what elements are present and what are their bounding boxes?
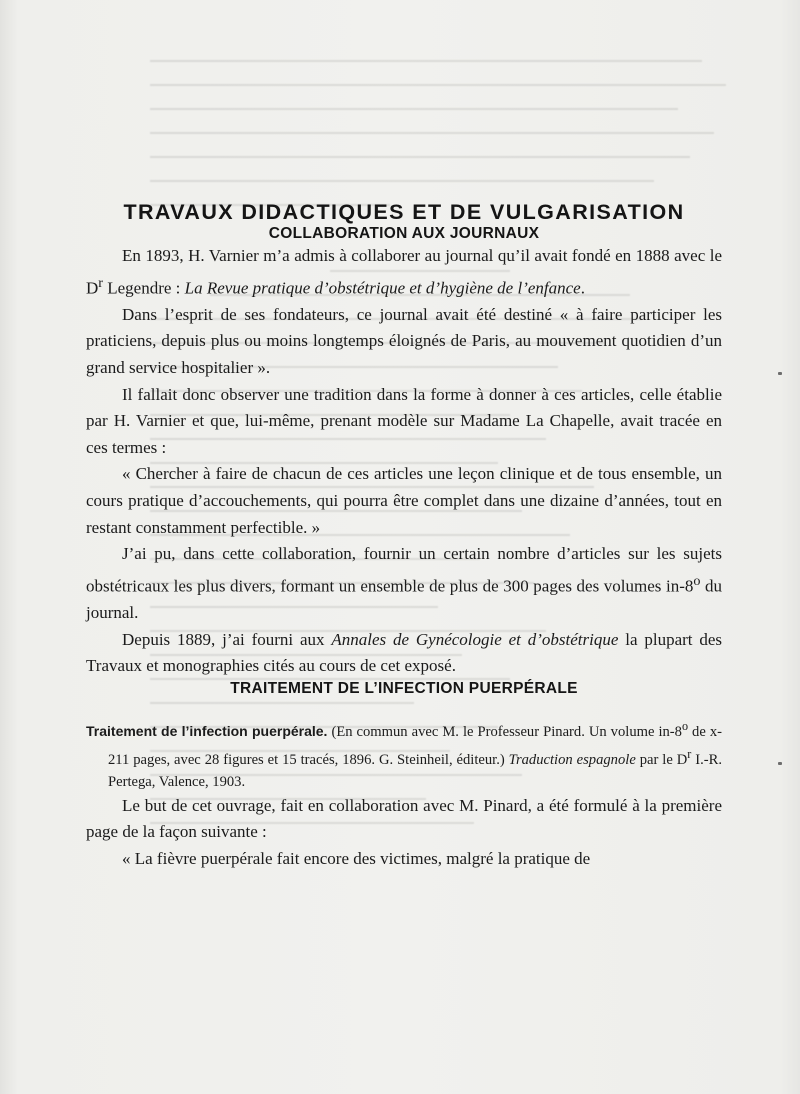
annales-title-italic: Annales de Gynécologie et d’obstétrique: [331, 629, 619, 649]
edge-speck: [778, 762, 782, 765]
paragraph-articles-count: [86, 541, 722, 626]
bibliographic-title: Traitement de l’infection puerpérale.: [86, 722, 328, 739]
edge-speck: [778, 372, 782, 375]
superscript: r: [98, 274, 103, 291]
journal-title-italic: La Revue pratique d’obstétrique et d’hygiène de l’enfance: [184, 278, 581, 298]
bibliographic-entry: [86, 715, 722, 793]
text-run: J’ai pu, dans cette collaboration, fournir un certain nombre d’articles sur les sujets obstétricaux les plus divers, formant un ensemble de plus de 300 pages des volumes in-8: [86, 544, 722, 596]
paragraph-book-aim: Le but de cet ouvrage, fait en collaboration avec M. Pinard, a été formulé à la première page de la façon suivante :: [86, 795, 722, 842]
text-run: En 1893, H. Varnier m’a admis à collaborer au journal qu’il avait fondé en 1888 avec le D: [86, 246, 722, 298]
translation-italic: Traduction espagnole: [508, 751, 636, 768]
paragraph-quote-lecon: « Chercher à faire de chacun de ces articles une leçon clinique et de tous ensemble, un cours pratique d’accouchements, qui pourra être complet dans une dizaine d’années, tout en restant constamment perfectible. »: [86, 464, 722, 537]
paragraph-quote-fievre: « La fièvre puerpérale fait encore des victimes, malgré la pratique de: [122, 848, 591, 868]
paragraph-varnier-collaboration: [86, 243, 722, 302]
superscript: o: [693, 572, 701, 589]
paragraph-journal-purpose: Dans l’esprit de ses fondateurs, ce journal avait été destiné « à faire participer les praticiens, depuis plus ou moins longtemps éloignés de Paris, au mouvement quotidien d’un grand service hospitalier ».: [86, 304, 722, 378]
text-run: par le D: [635, 751, 688, 768]
superscript: o: [681, 718, 689, 733]
main-title: TRAVAUX DIDACTIQUES ET DE VULGARISATION: [123, 200, 685, 224]
section-title-infection: TRAITEMENT DE L’INFECTION PUERPÉRALE: [230, 679, 578, 697]
page-content: [86, 200, 722, 872]
text-run: de x-211 pages, avec 28 figures et 15 tracés, 1896. G. Steinheil, éditeur.): [108, 723, 722, 768]
text-run: (En commun avec M. le Professeur Pinard. Un volume in-8: [327, 723, 682, 740]
text-run: Depuis 1889, j’ai fourni aux: [122, 629, 332, 649]
text-run: .: [580, 278, 585, 298]
text-run: I.-R. Pertega, Valence, 1903.: [108, 751, 722, 790]
section-title-collaboration: COLLABORATION AUX JOURNAUX: [268, 225, 540, 242]
text-run: la plupart des Travaux et monographies cités au cours de cet exposé.: [86, 629, 723, 676]
paragraph-annales: [86, 627, 722, 680]
superscript: r: [687, 746, 692, 761]
text-run: Legendre :: [103, 278, 185, 298]
paragraph-tradition: Il fallait donc observer une tradition dans la forme à donner à ces articles, celle établie par H. Varnier et que, lui-même, prenant modèle sur Madame La Chapelle, avait tracée en ces termes :: [86, 384, 722, 457]
text-run: du journal.: [86, 576, 723, 623]
